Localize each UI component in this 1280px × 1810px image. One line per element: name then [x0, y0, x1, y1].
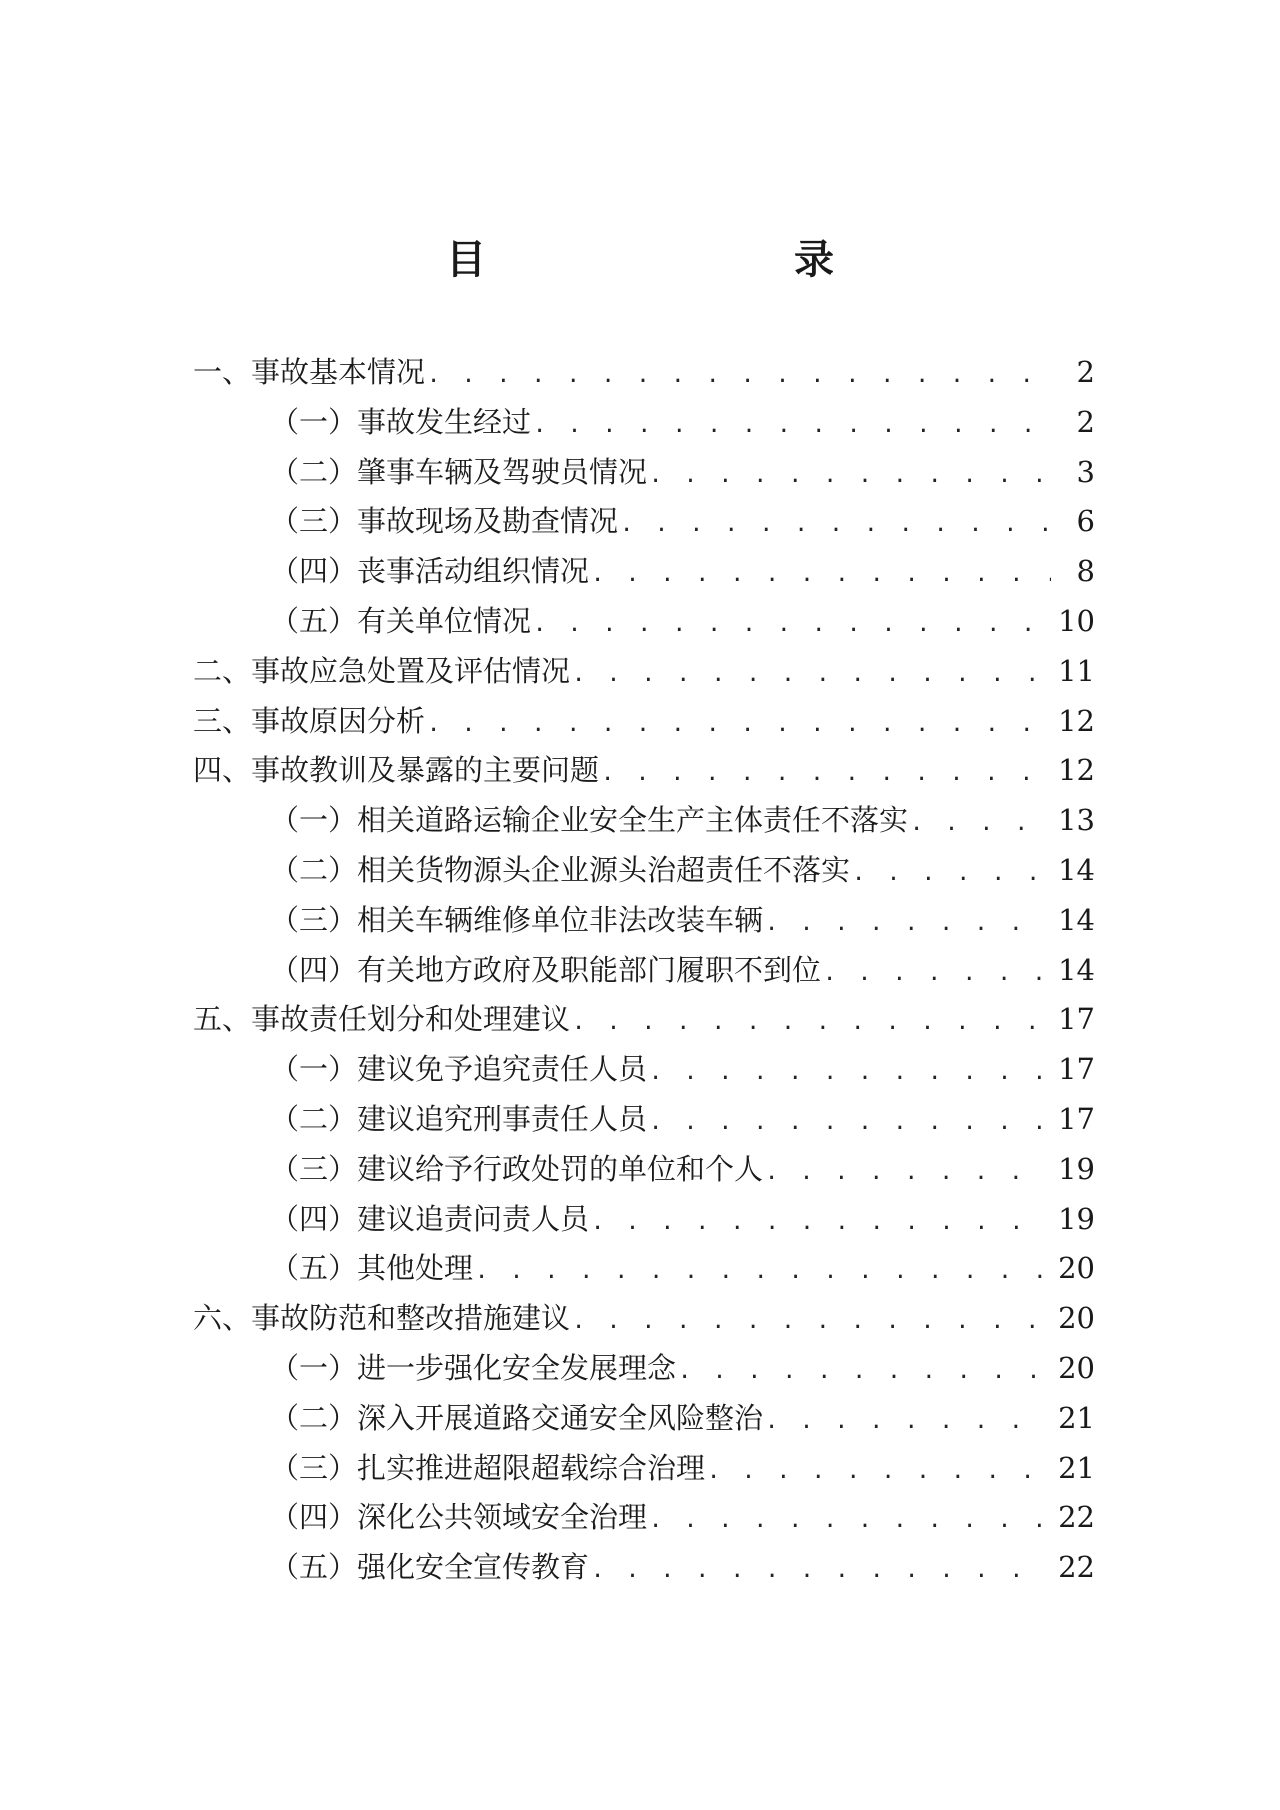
dot-leader	[533, 401, 1051, 451]
dot-leader	[591, 1198, 1048, 1248]
dot-leader	[852, 849, 1048, 899]
toc-page-number: 12	[1058, 703, 1095, 738]
toc-subsection-entry[interactable]	[0, 1543, 1280, 1593]
toc-entry-label: 二、事故应急处置及评估情况	[193, 653, 571, 688]
dot-leader	[823, 949, 1048, 999]
dot-leader	[649, 1048, 1048, 1098]
dot-leader	[427, 700, 1048, 750]
toc-page-number: 21	[1058, 1400, 1095, 1435]
toc-page-number: 14	[1058, 902, 1095, 937]
toc-entry-label: 四、事故教训及暴露的主要问题	[193, 753, 600, 788]
toc-section-entry[interactable]	[0, 1294, 1280, 1344]
toc-entry-label: （三）建议给予行政处罚的单位和个人	[270, 1151, 764, 1186]
toc-page-number: 8	[1076, 554, 1095, 589]
toc-page-number: 17	[1058, 1101, 1095, 1136]
toc-entry-label: 一、事故基本情况	[193, 355, 426, 389]
toc-entry-label: 五、事故责任划分和处理建议	[193, 1002, 571, 1037]
toc-subsection-entry[interactable]	[0, 946, 1280, 996]
toc-entry-label: （一）相关道路运输企业安全生产主体责任不落实	[270, 803, 909, 838]
toc-page-number: 13	[1058, 803, 1095, 838]
toc-entry-label: （一）进一步强化安全发展理念	[270, 1350, 677, 1385]
toc-entry-label: 六、事故防范和整改措施建议	[193, 1301, 571, 1336]
dot-leader	[572, 998, 1048, 1048]
toc-page-number: 17	[1058, 1002, 1095, 1037]
toc-page-number: 19	[1058, 1201, 1095, 1236]
toc-entry-label: （三）事故现场及勘查情况	[270, 504, 619, 539]
dot-leader	[910, 799, 1048, 849]
toc-page-number: 12	[1058, 753, 1095, 788]
toc-entry-label: （三）相关车辆维修单位非法改装车辆	[270, 902, 764, 937]
toc-page-number: 11	[1058, 653, 1095, 688]
dot-leader	[649, 1496, 1048, 1546]
toc-subsection-entry[interactable]	[0, 1145, 1280, 1195]
toc-page-number: 2	[1076, 355, 1095, 389]
toc-section-entry[interactable]	[0, 647, 1280, 697]
toc-entry-label: （二）肇事车辆及驾驶员情况	[270, 454, 648, 489]
dot-leader	[765, 899, 1048, 949]
toc-subsection-entry[interactable]	[0, 597, 1280, 647]
toc-subsection-entry[interactable]	[0, 896, 1280, 946]
toc-entry-label: （二）相关货物源头企业源头治超责任不落实	[270, 852, 851, 887]
toc-page-number: 21	[1058, 1450, 1095, 1485]
dot-leader	[427, 351, 1051, 401]
dot-leader	[601, 749, 1048, 799]
toc-section-entry[interactable]	[0, 697, 1280, 747]
toc-subsection-entry[interactable]	[0, 846, 1280, 896]
toc-subsection-entry[interactable]	[0, 1493, 1280, 1543]
toc-subsection-entry[interactable]	[0, 1095, 1280, 1145]
dot-leader	[765, 1397, 1048, 1447]
dot-leader	[678, 1347, 1048, 1397]
dot-leader	[533, 600, 1048, 650]
dot-leader	[591, 550, 1051, 600]
toc-entry-label: （一）事故发生经过	[270, 404, 532, 439]
toc-entry-label: （四）建议追责问责人员	[270, 1201, 590, 1236]
toc-subsection-entry[interactable]	[0, 796, 1280, 846]
toc-entry-label: （四）深化公共领域安全治理	[270, 1500, 648, 1535]
page-title: 目 录	[446, 236, 910, 283]
toc-subsection-entry[interactable]	[0, 547, 1280, 597]
toc-entry-label: （二）建议追究刑事责任人员	[270, 1101, 648, 1136]
dot-leader	[649, 451, 1051, 501]
dot-leader	[475, 1247, 1048, 1297]
toc-subsection-entry[interactable]	[0, 1195, 1280, 1245]
toc-entry-label: （五）有关单位情况	[270, 603, 532, 638]
dot-leader	[572, 650, 1048, 700]
toc-entry-label: （三）扎实推进超限超载综合治理	[270, 1450, 706, 1485]
toc-page-number: 14	[1058, 952, 1095, 987]
toc-page-number: 17	[1058, 1052, 1095, 1087]
toc-subsection-entry[interactable]	[0, 1394, 1280, 1444]
dot-leader	[572, 1297, 1048, 1347]
toc-subsection-entry[interactable]	[0, 1344, 1280, 1394]
toc-entry-label: （五）强化安全宣传教育	[270, 1550, 590, 1585]
toc-entry-label: （五）其他处理	[270, 1251, 474, 1286]
dot-leader	[765, 1148, 1048, 1198]
toc-page-number: 19	[1058, 1151, 1095, 1186]
toc-section-entry[interactable]	[0, 995, 1280, 1045]
toc-subsection-entry[interactable]	[0, 497, 1280, 547]
toc-page-number: 20	[1058, 1251, 1095, 1286]
table-of-contents	[0, 348, 1280, 1593]
dot-leader	[620, 500, 1051, 550]
toc-subsection-entry[interactable]	[0, 1444, 1280, 1494]
dot-leader	[707, 1447, 1048, 1497]
toc-entry-label: （一）建议免予追究责任人员	[270, 1052, 648, 1087]
toc-page-number: 2	[1076, 404, 1095, 439]
toc-page-number: 20	[1058, 1350, 1095, 1385]
dot-leader	[649, 1098, 1048, 1148]
toc-subsection-entry[interactable]	[0, 448, 1280, 498]
toc-page-number: 6	[1076, 504, 1095, 539]
toc-page-number: 10	[1058, 603, 1095, 638]
toc-subsection-entry[interactable]	[0, 398, 1280, 448]
toc-entry-label: （二）深入开展道路交通安全风险整治	[270, 1400, 764, 1435]
toc-page-number: 22	[1058, 1550, 1095, 1585]
toc-subsection-entry[interactable]	[0, 1244, 1280, 1294]
toc-entry-label: （四）有关地方政府及职能部门履职不到位	[270, 952, 822, 987]
toc-subsection-entry[interactable]	[0, 1045, 1280, 1095]
toc-page-number: 20	[1058, 1301, 1095, 1336]
toc-page-number: 3	[1076, 454, 1095, 489]
dot-leader	[591, 1546, 1048, 1596]
toc-entry-label: 三、事故原因分析	[193, 703, 426, 738]
toc-section-entry[interactable]	[0, 746, 1280, 796]
toc-entry-label: （四）丧事活动组织情况	[270, 554, 590, 589]
toc-page-number: 22	[1058, 1500, 1095, 1535]
toc-section-entry[interactable]	[0, 348, 1280, 398]
toc-page-number: 14	[1058, 852, 1095, 887]
